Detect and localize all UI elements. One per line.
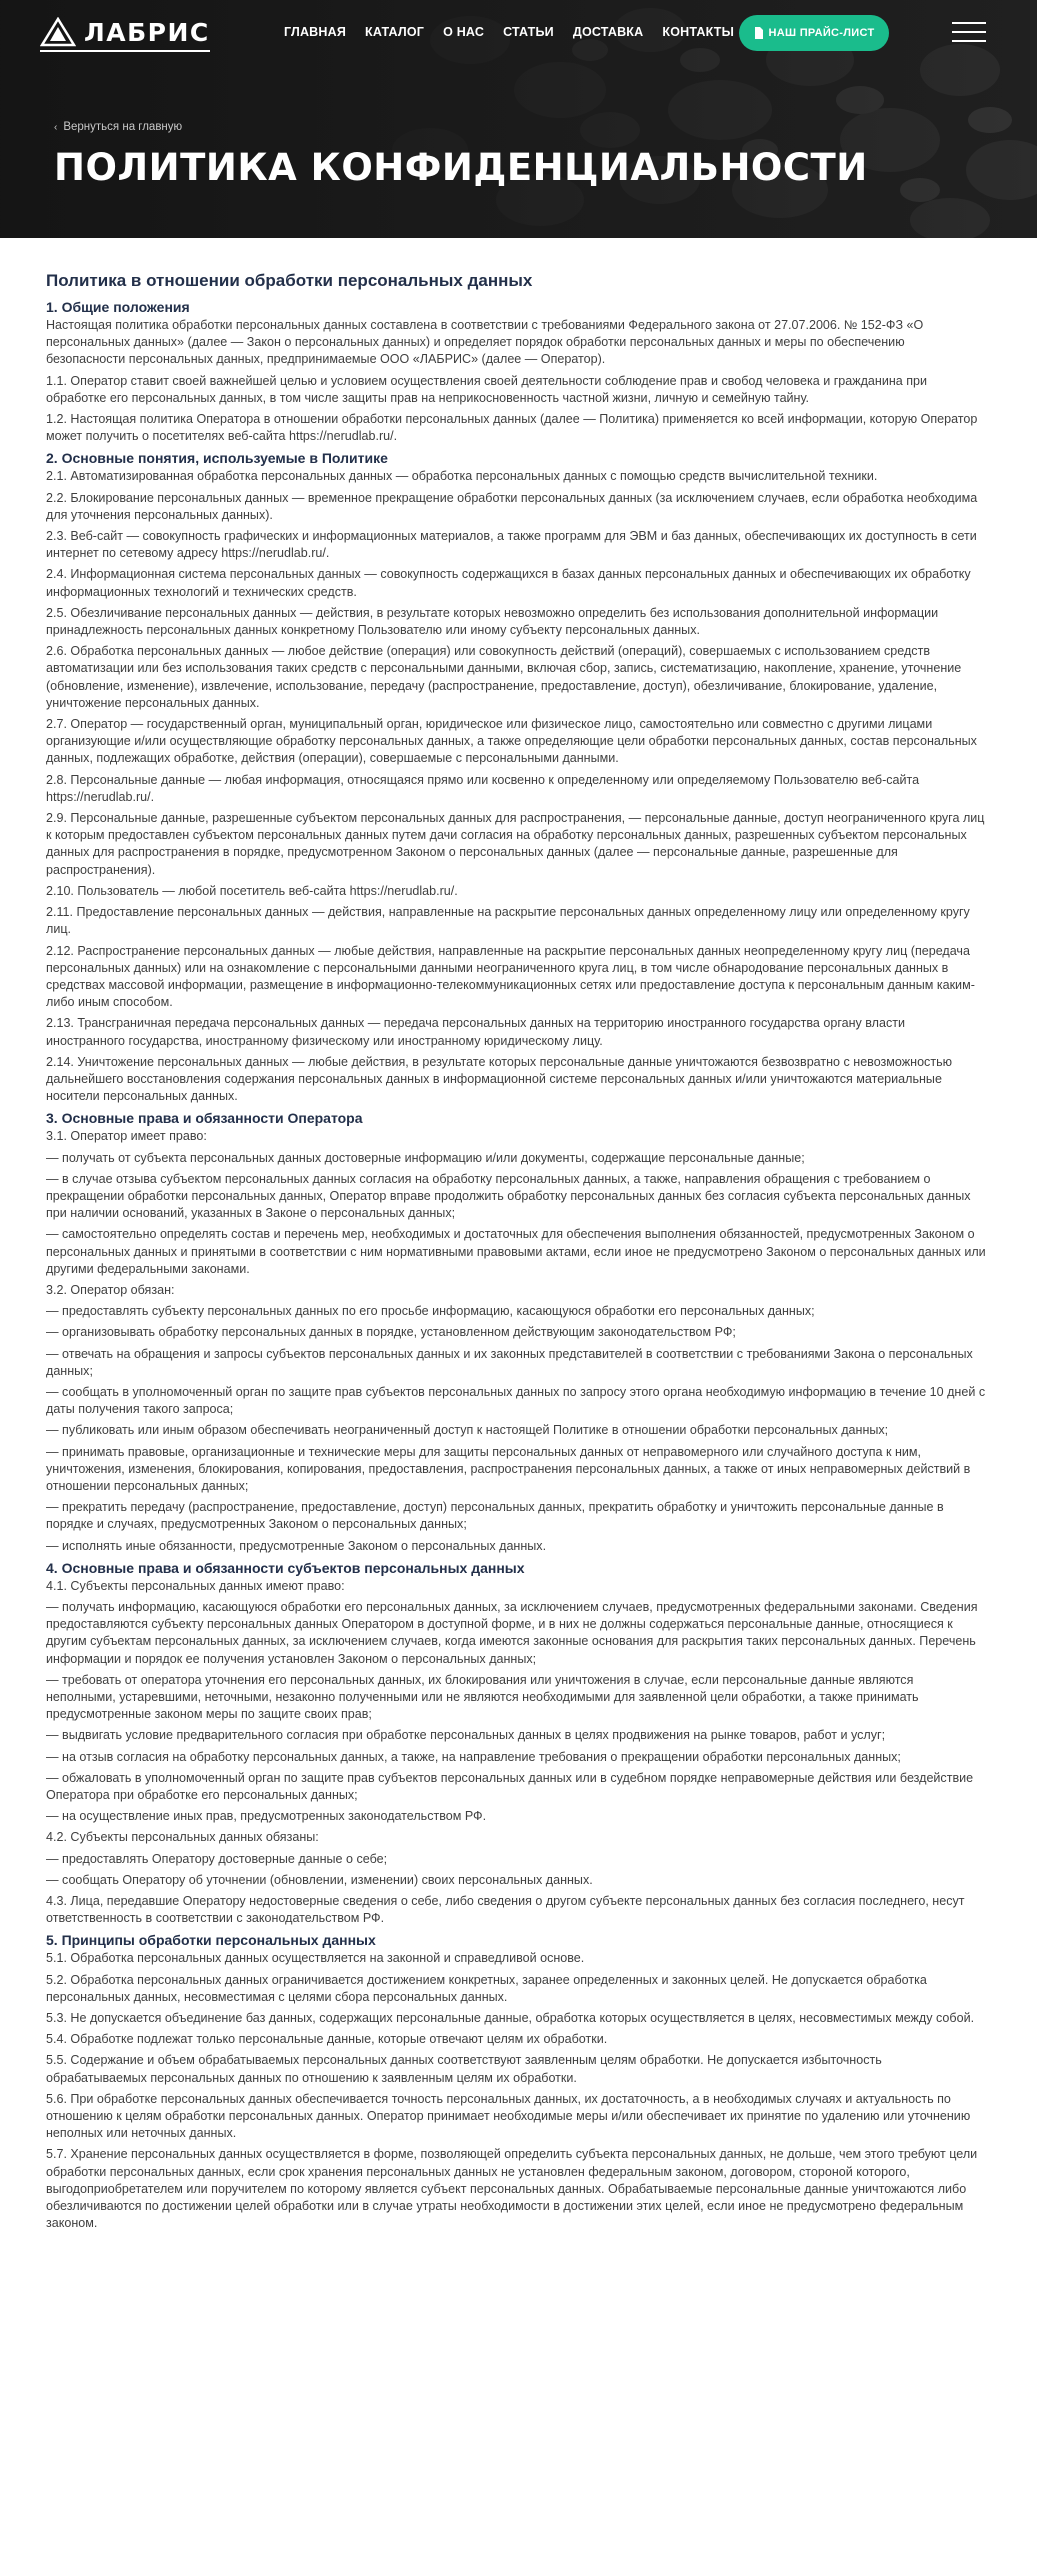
policy-paragraph: 4.2. Субъекты персональных данных обязаны: xyxy=(46,1830,319,1845)
page-title: ПОЛИТИКА КОНФИДЕНЦИАЛЬНОСТИ xyxy=(54,146,868,189)
policy-paragraph: 2.5. Обезличивание персональных данных — действия, в результате которых невозможно определить без использования дополнительной информации принадлежность персональных данных конкретному Пользователю или иному субъекту персональных данных. xyxy=(46,605,939,638)
policy-paragraph: — на осуществление иных прав, предусмотренных законодательством РФ. xyxy=(46,1809,487,1824)
nav-item-delivery[interactable]: ДОСТАВКА xyxy=(572,25,644,39)
mountain-logo-icon xyxy=(40,17,76,47)
policy-paragraph: 2.9. Персональные данные, разрешенные субъектом персональных данных для распространения, — персональные данные, доступ неограниченного круга лиц к которым предоставлен субъектом персональных данных путем дачи согласия на обработку персональных данных, разрешенных субъектом персональных данных для распространения в порядке, предусмотренном Законом о персональных данных (далее — персональные данные, разрешенные для распространения). xyxy=(46,811,985,877)
policy-paragraph: — публиковать или иным образом обеспечивать неограниченный доступ к настоящей Политике в отношении обработки персональных данных; xyxy=(46,1423,889,1438)
policy-paragraph: 1.2. Настоящая политика Оператора в отношении обработки персональных данных (далее — Политика) применяется ко всей информации, которую Оператор может получить о посетителях веб-сайта https://nerudlab.ru/. xyxy=(46,412,978,444)
nav-item-articles[interactable]: СТАТЬИ xyxy=(503,25,554,39)
policy-paragraph: 2.12. Распространение персональных данных — любые действия, направленные на раскрытие персональных данных неопределенному кругу лиц (передача персональных данных) или на ознакомление с персональными данными неограниченного круга лиц, в том числе обнародование персональных данных в средствах массовой информации, размещение в информационно-телекоммуникационных сетях или предоставление доступа к персональным данным каким-либо иным способом. xyxy=(46,943,975,1010)
policy-paragraph: — исполнять иные обязанности, предусмотренные Законом о персональных данных. xyxy=(46,1538,547,1553)
policy-paragraph: 5.4. Обработке подлежат только персональные данные, которые отвечают целям их обработки. xyxy=(46,2032,608,2047)
policy-paragraph: 5.2. Обработка персональных данных ограничивается достижением конкретных, заранее определенных и законных целей. Не допускается обработка персональных данных, несовместимая с целями сбора персональных данных. xyxy=(46,1972,927,2004)
main-nav xyxy=(284,25,753,39)
policy-paragraph: — организовывать обработку персональных данных в порядке, установленном действующим законодательством РФ; xyxy=(46,1325,736,1340)
section-heading: 3. Основные права и обязанности Оператора xyxy=(46,1110,363,1127)
policy-paragraph: — самостоятельно определять состав и перечень мер, необходимых и достаточных для обеспечения выполнения обязанностей, предусмотренных Законом о персональных данных и принятыми в соответствии с ним нормативными правовыми актами, если иное не предусмотрено Законом о персональных данных или другими федеральными законами. xyxy=(46,1227,986,1276)
policy-paragraph: 2.3. Веб-сайт — совокупность графических и информационных материалов, а также программ для ЭВМ и баз данных, обеспечивающих их доступность в сети интернет по сетевому адресу https://nerudlab.ru/. xyxy=(46,529,977,561)
policy-paragraph: 2.11. Предоставление персональных данных — действия, направленные на раскрытие персональных данных определенному лицу или определенному кругу лиц. xyxy=(46,905,970,937)
hamburger-menu-icon[interactable] xyxy=(952,22,986,44)
policy-paragraph: — выдвигать условие предварительного согласия при обработке персональных данных в целях продвижения на рынке товаров, работ и услуг; xyxy=(46,1728,886,1743)
policy-paragraph: 2.8. Персональные данные — любая информация, относящаяся прямо или косвенно к определенному или определяемому Пользователю веб-сайта https://nerudlab.ru/. xyxy=(46,772,920,804)
policy-paragraph: 4.3. Лица, передавшие Оператору недостоверные сведения о себе, либо сведения о другом субъекте персональных данных без согласия последнего, несут ответственность в соответствии с законодательством РФ. xyxy=(46,1894,965,1926)
price-list-button[interactable] xyxy=(739,15,889,51)
back-link-label: Вернуться на главную xyxy=(63,121,183,133)
policy-paragraph: 1.1. Оператор ставит своей важнейшей целью и условием осуществления своей деятельности соблюдение прав и свобод человека и гражданина при обработке его персональных данных, в том числе защиты прав на неприкосновенность частной жизни, личную и семейную тайну. xyxy=(46,373,928,405)
nav-item-catalog[interactable]: КАТАЛОГ xyxy=(365,25,425,39)
policy-paragraph: — на отзыв согласия на обработку персональных данных, а также, на направление требования о прекращении обработки персональных данных; xyxy=(46,1749,901,1764)
policy-paragraph: 3.2. Оператор обязан: xyxy=(46,1282,175,1297)
policy-paragraph: 2.2. Блокирование персональных данных — временное прекращение обработки персональных данных (за исключением случаев, если обработка необходима для уточнения персональных данных). xyxy=(46,490,978,522)
policy-heading: Политика в отношении обработки персональных данных xyxy=(46,271,533,290)
price-list-label: НАШ ПРАЙС-ЛИСТ xyxy=(768,27,875,39)
policy-paragraph: — в случае отзыва субъектом персональных данных согласия на обработку персональных данных, а также, направления обращения с требованием о прекращении обработки персональных данных, Оператор вправе продолжить обработку персональных данных без согласия субъекта персональных данных при наличии оснований, указанных в Законе о персональных данных; xyxy=(46,1171,971,1221)
policy-paragraph: — прекратить передачу (распространение, предоставление, доступ) персональных данных, прекратить обработку и уничтожить персональные данные в порядке и случаях, предусмотренных Законом о персональных данных; xyxy=(46,1500,944,1532)
policy-paragraph: 2.1. Автоматизированная обработка персональных данных — обработка персональных данных с помощью средств вычислительной техники. xyxy=(46,469,878,484)
policy-paragraph: Настоящая политика обработки персональных данных составлена в соответствии с требованиями Федерального закона от 27.07.2006. № 152-ФЗ «О персональных данных» (далее — Закон о персональных данных) и определяет порядок обработки персональных данных и меры по обеспечению безопасности персональных данных, предпринимаемые ООО «ЛАБРИС» (далее — Оператор). xyxy=(46,318,924,367)
policy-paragraph: — получать информацию, касающуюся обработки его персональных данных, за исключением случаев, предусмотренных федеральными законами. Сведения предоставляются субъекту персональных данных Оператором в доступной форме, и в них не должны содержаться персональные данные, относящиеся к другим субъектам персональных данных, за исключением случаев, когда имеются законные основания для раскрытия таких персональных данных. Перечень информации и порядок ее получения установлен Законом о персональных данных; xyxy=(46,1600,978,1666)
policy-paragraph: 2.10. Пользователь — любой посетитель веб-сайта https://nerudlab.ru/. xyxy=(46,883,458,898)
policy-paragraph: 2.14. Уничтожение персональных данных — любые действия, в результате которых персональные данные уничтожаются безвозвратно с невозможностью дальнейшего восстановления содержания персональных данных в информационной системе персональных данных и/или уничтожаются материальные носители персональных данных. xyxy=(46,1054,953,1104)
page-hero xyxy=(0,0,1037,238)
policy-paragraph: — требовать от оператора уточнения его персональных данных, их блокирования или уничтожения в случае, если персональные данные являются неполными, устаревшими, неточными, незаконно полученными или не являются необходимыми для заявленной цели обработки, а также принимать предусмотренные законом меры по защите своих прав; xyxy=(46,1672,919,1722)
nav-item-about[interactable]: О НАС xyxy=(443,25,485,39)
section-heading: 1. Общие положения xyxy=(46,299,190,315)
document-icon xyxy=(754,27,764,39)
policy-paragraph: 4.1. Субъекты персональных данных имеют право: xyxy=(46,1578,345,1593)
logo-underline xyxy=(40,50,210,52)
policy-paragraph: — отвечать на обращения и запросы субъектов персональных данных и их законных представителей в соответствии с требованиями Закона о персональных данных; xyxy=(46,1346,973,1378)
policy-body xyxy=(46,298,986,2233)
policy-paragraph: 5.1. Обработка персональных данных осуществляется на законной и справедливой основе. xyxy=(46,1951,585,1966)
policy-paragraph: 3.1. Оператор имеет право: xyxy=(46,1129,207,1144)
section-heading: 4. Основные права и обязанности субъектов персональных данных xyxy=(46,1559,525,1576)
policy-content xyxy=(46,270,986,2237)
policy-paragraph: 2.7. Оператор — государственный орган, муниципальный орган, юридическое или физическое лицо, самостоятельно или совместно с другими лицами организующие и/или осуществляющие обработку персональных данных, а также определяющие цели обработки персональных данных, состав персональных данных, подлежащих обработке, действия (операции), совершаемые с персональными данными. xyxy=(46,717,977,766)
policy-paragraph: 2.4. Информационная система персональных данных — совокупность содержащихся в базах данных персональных данных и обеспечивающих их обработку информационных технологий и технических средств. xyxy=(46,567,971,599)
policy-paragraph: — обжаловать в уполномоченный орган по защите прав субъектов персональных данных или в судебном порядке неправомерные действия или бездействие Оператора при обработке его персональных данных; xyxy=(46,1770,974,1803)
policy-paragraph: 5.3. Не допускается объединение баз данных, содержащих персональные данные, обработка которых осуществляется в целях, несовместимых между собой. xyxy=(46,2011,975,2026)
policy-paragraph: — принимать правовые, организационные и технические меры для защиты персональных данных от неправомерного или случайного доступа к ним, уничтожения, изменения, блокирования, копирования, предоставления, распространения персональных данных, а также от иных неправомерных действий в отношении персональных данных; xyxy=(46,1444,971,1493)
policy-paragraph: 5.5. Содержание и объем обрабатываемых персональных данных соответствуют заявленным целям обработки. Не допускается избыточность обрабатываемых персональных данных по отношению к заявленным целям их обработки. xyxy=(46,2053,882,2085)
nav-item-contacts[interactable]: КОНТАКТЫ xyxy=(662,25,735,39)
back-link[interactable] xyxy=(54,121,182,133)
policy-paragraph: — предоставлять субъекту персональных данных по его просьбе информацию, касающуюся обработки его персональных данных; xyxy=(46,1304,815,1319)
site-logo[interactable] xyxy=(40,16,210,47)
logo-text: ЛАБРИС xyxy=(84,18,210,47)
policy-paragraph: — сообщать Оператору об уточнении (обновлении, изменении) своих персональных данных. xyxy=(46,1872,593,1887)
site-header xyxy=(0,0,1037,66)
nav-item-home[interactable]: ГЛАВНАЯ xyxy=(284,25,347,39)
section-heading: 2. Основные понятия, используемые в Политике xyxy=(46,450,388,467)
policy-paragraph: — сообщать в уполномоченный орган по защите прав субъектов персональных данных по запросу этого органа необходимую информацию в течение 10 дней с даты получения такого запроса; xyxy=(46,1384,986,1417)
section-heading: 5. Принципы обработки персональных данных xyxy=(46,1932,376,1949)
policy-paragraph: 2.13. Трансграничная передача персональных данных — передача персональных данных на территорию иностранного государства органу власти иностранного государства, иностранному физическому или иностранному юридическому лицу. xyxy=(46,1016,906,1048)
policy-paragraph: 2.6. Обработка персональных данных — любое действие (операция) или совокупность действий (операций), совершаемых с использованием средств автоматизации или без использования таких средств с персональными данными, включая сбор, запись, систематизацию, накопление, хранение, уточнение (обновление, изменение), извлечение, использование, передачу (распространение, предоставление, доступ), обезличивание, блокирование, удаление, уничтожение персональных данных. xyxy=(46,644,962,710)
policy-paragraph: 5.6. При обработке персональных данных обеспечивается точность персональных данных, их достаточность, а в необходимых случаях и актуальность по отношению к целям обработки персональных данных. Оператор принимает необходимые меры и/или обеспечивает их принятие по удалению или уточнению неполных или неточных данных. xyxy=(46,2091,971,2141)
policy-paragraph: — получать от субъекта персональных данных достоверные информацию и/или документы, содержащие персональные данные; xyxy=(46,1150,805,1165)
policy-paragraph: — предоставлять Оператору достоверные данные о себе; xyxy=(46,1851,388,1866)
policy-paragraph: 5.7. Хранение персональных данных осуществляется в форме, позволяющей определить субъекта персональных данных, не дольше, чем этого требуют цели обработки персональных данных, если срок хранения персональных данных не установлен федеральным законом, договором, стороной которого, выгодоприобретателем или поручителем по которому является субъект персональных данных. Обрабатываемые персональные данные уничтожаются либо обезличиваются по достижении целей обработки или в случае утраты необходимости в достижении этих целей, если иное не предусмотрено федеральным законом. xyxy=(46,2147,978,2231)
chevron-left-icon: ‹ xyxy=(54,121,58,133)
